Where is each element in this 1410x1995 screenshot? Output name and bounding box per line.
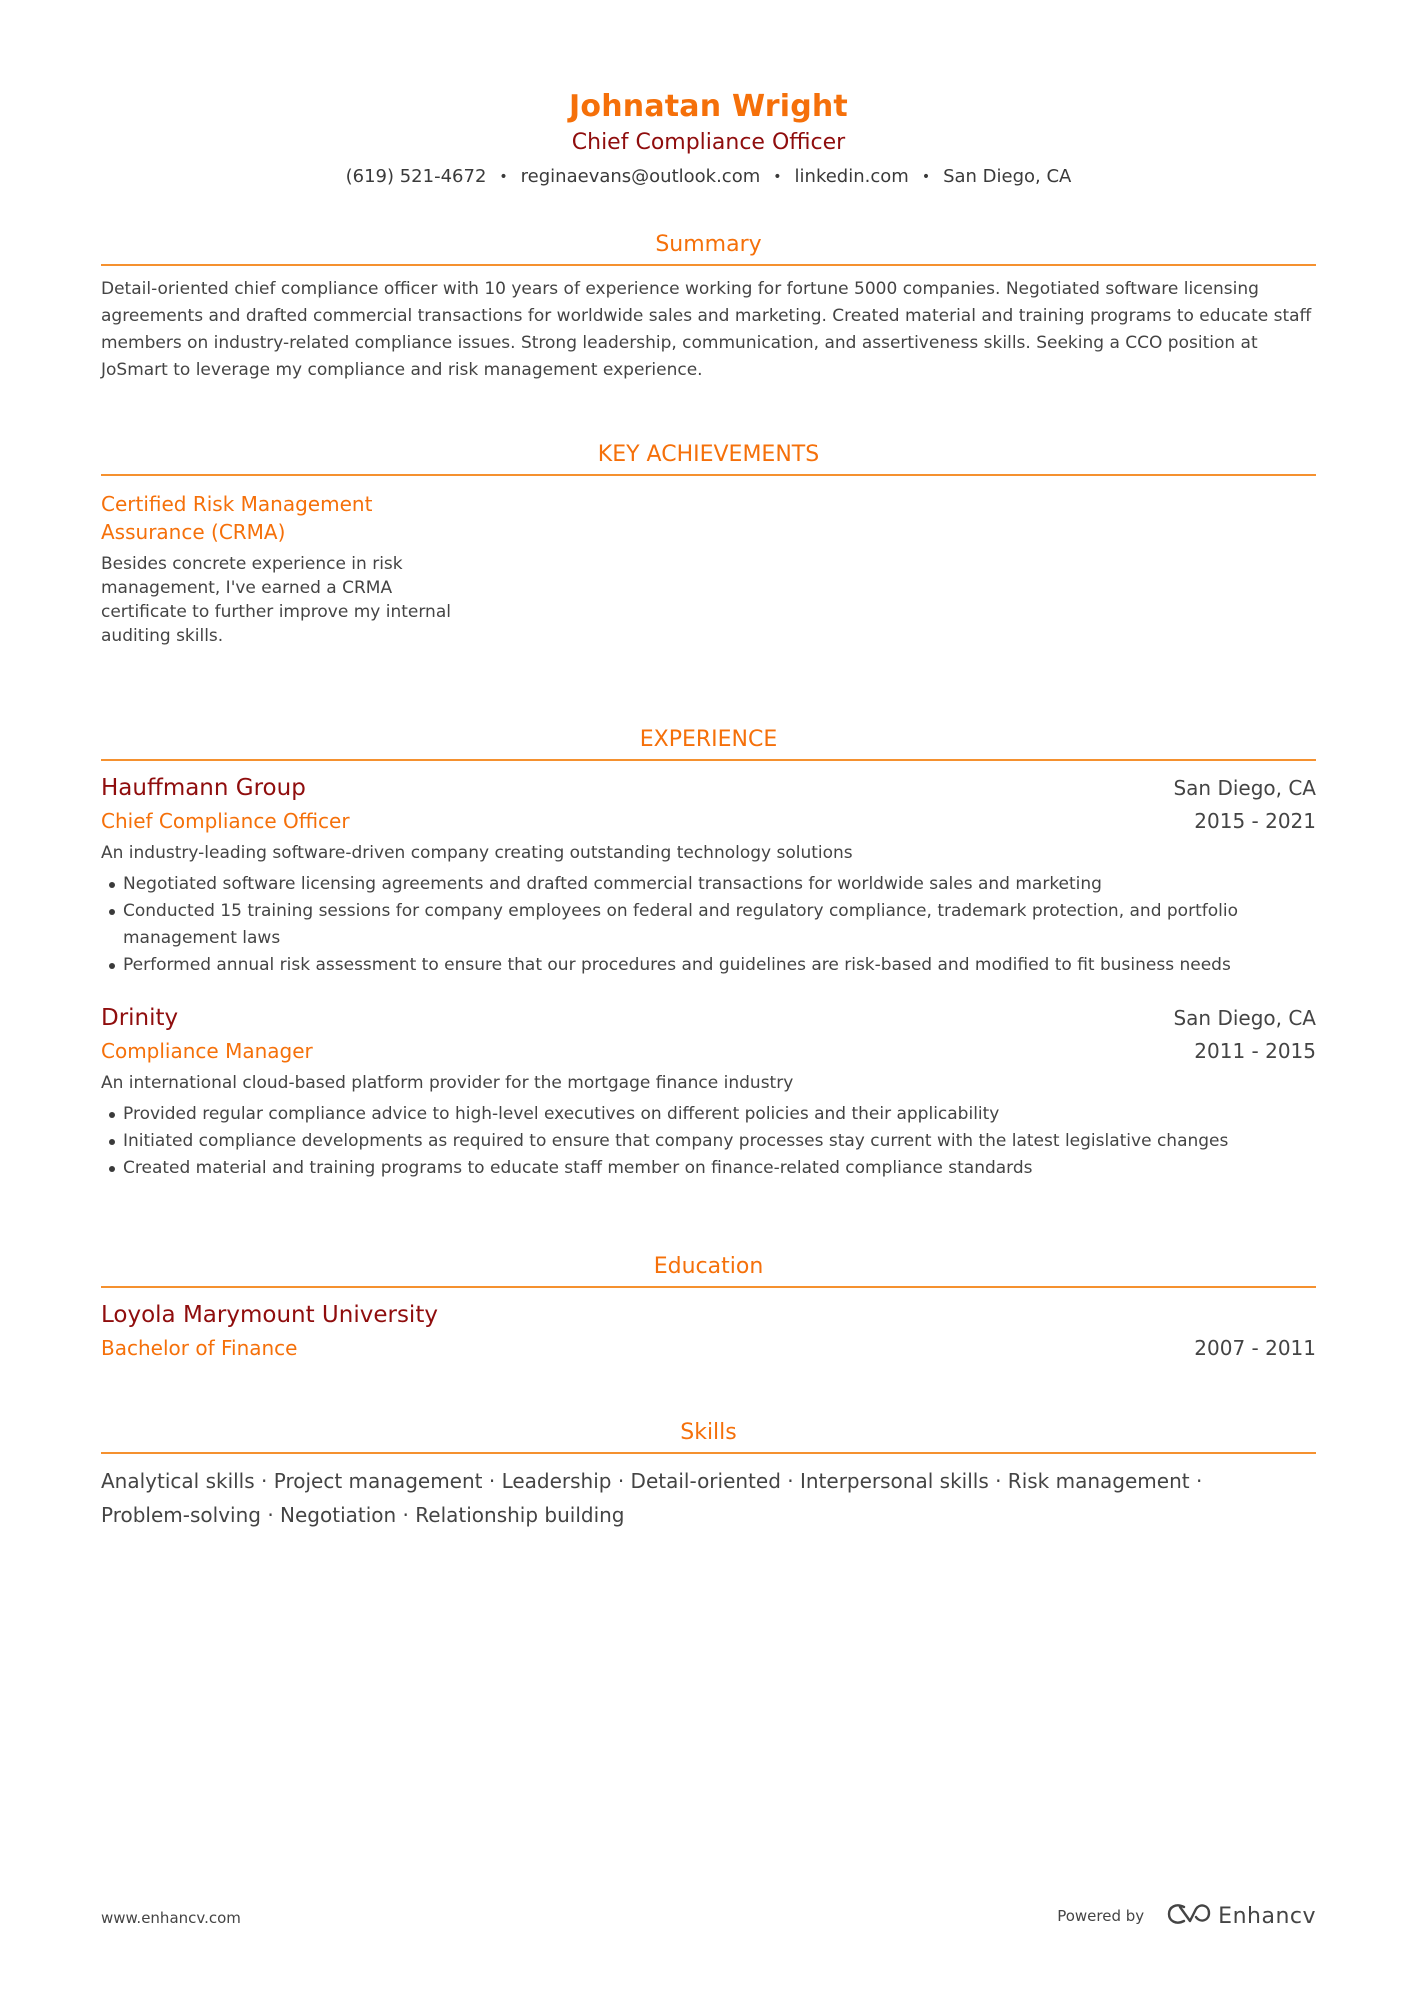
footer-branding xyxy=(1057,1901,1316,1931)
summary-text: Detail-oriented chief compliance officer with 10 years of experience working for fortune 5000 companies. Negotiated software licensing agreements and drafted commercial transactions for worldwide sales and marketing. Created material and training programs to educate staff members on industry-related compliance issues. Strong leadership, communication, and assertiveness skills. Seeking a CCO position at JoSmart to leverage my compliance and risk management experience. xyxy=(101,279,1312,380)
resume-header xyxy=(101,0,1316,191)
skills-line: Problem-solving · Negotiation · Relationship building xyxy=(101,1503,625,1527)
achievement-item xyxy=(101,490,1316,648)
job-bullets xyxy=(101,871,1316,979)
contact-linkedin[interactable]: linkedin.com xyxy=(794,166,909,187)
job-company: Drinity xyxy=(101,1005,179,1031)
education-section xyxy=(101,1252,1316,1364)
job-description: An international cloud-based platform provider for the mortgage finance industry xyxy=(101,1073,794,1093)
job-bullet: Provided regular compliance advice to high-level executives on different policies and their applicability xyxy=(101,1101,1316,1128)
job-description: An industry-leading software-driven company creating outstanding technology solutions xyxy=(101,843,853,863)
footer-website[interactable]: www.enhancv.com xyxy=(101,1909,241,1927)
skills-list xyxy=(101,1464,1316,1532)
resume-page xyxy=(101,0,1316,1527)
candidate-title: Chief Compliance Officer xyxy=(571,130,846,155)
section-heading-experience: EXPERIENCE xyxy=(101,725,1316,761)
education-dates: 2007 - 2011 xyxy=(1194,1336,1316,1360)
candidate-name: Johnatan Wright xyxy=(569,89,848,124)
section-heading-summary: Summary xyxy=(101,230,1316,266)
section-heading-skills: Skills xyxy=(101,1418,1316,1454)
powered-by-label: Powered by xyxy=(1057,1907,1145,1925)
job-role: Compliance Manager xyxy=(101,1039,313,1063)
section-heading-education: Education xyxy=(101,1252,1316,1288)
education-degree: Bachelor of Finance xyxy=(101,1336,298,1360)
contact-phone: (619) 521-4672 xyxy=(345,166,487,187)
job-bullet: Performed annual risk assessment to ensure that our procedures and guidelines are risk-based and modified to fit business needs xyxy=(101,952,1316,979)
achievement-description: Besides concrete experience in risk management, I've earned a CRMA certificate to further improve my internal auditing skills. xyxy=(101,554,451,646)
job-role: Chief Compliance Officer xyxy=(101,809,350,833)
separator-dot: • xyxy=(499,169,508,185)
enhancv-logo-icon xyxy=(1166,1901,1212,1931)
separator-dot: • xyxy=(773,169,782,185)
summary-section xyxy=(101,230,1316,384)
skills-section xyxy=(101,1418,1316,1532)
job-bullet: Initiated compliance developments as required to ensure that company processes stay current with the latest legislative changes xyxy=(101,1128,1316,1155)
job-dates: 2011 - 2015 xyxy=(1194,1039,1316,1063)
contact-location: San Diego, CA xyxy=(943,166,1072,187)
job-company: Hauffmann Group xyxy=(101,775,306,801)
job-location: San Diego, CA xyxy=(1173,776,1316,800)
education-school: Loyola Marymount University xyxy=(101,1302,438,1328)
section-heading-achievements: KEY ACHIEVEMENTS xyxy=(101,440,1316,476)
job-entry xyxy=(101,1001,1316,1182)
skills-line: Analytical skills · Project management · Leadership · Detail-oriented · Interpersonal skills · Risk management · xyxy=(101,1469,1203,1493)
job-bullet: Conducted 15 training sessions for company employees on federal and regulatory compliance, trademark protection, and portfolio management laws xyxy=(101,898,1316,952)
job-dates: 2015 - 2021 xyxy=(1194,809,1316,833)
job-bullet: Negotiated software licensing agreements and drafted commercial transactions for worldwide sales and marketing xyxy=(101,871,1316,898)
job-entry xyxy=(101,771,1316,979)
job-location: San Diego, CA xyxy=(1173,1006,1316,1030)
job-bullet: Created material and training programs to educate staff member on finance-related compliance standards xyxy=(101,1155,1316,1182)
contact-line xyxy=(101,163,1316,191)
experience-section xyxy=(101,725,1316,1182)
contact-email[interactable]: reginaevans@outlook.com xyxy=(520,166,761,187)
achievement-title: Certified Risk Management Assurance (CRMA) xyxy=(101,492,373,544)
brand-name: Enhancv xyxy=(1218,1903,1316,1929)
separator-dot: • xyxy=(921,169,931,185)
achievements-section xyxy=(101,440,1316,648)
job-bullets xyxy=(101,1101,1316,1182)
